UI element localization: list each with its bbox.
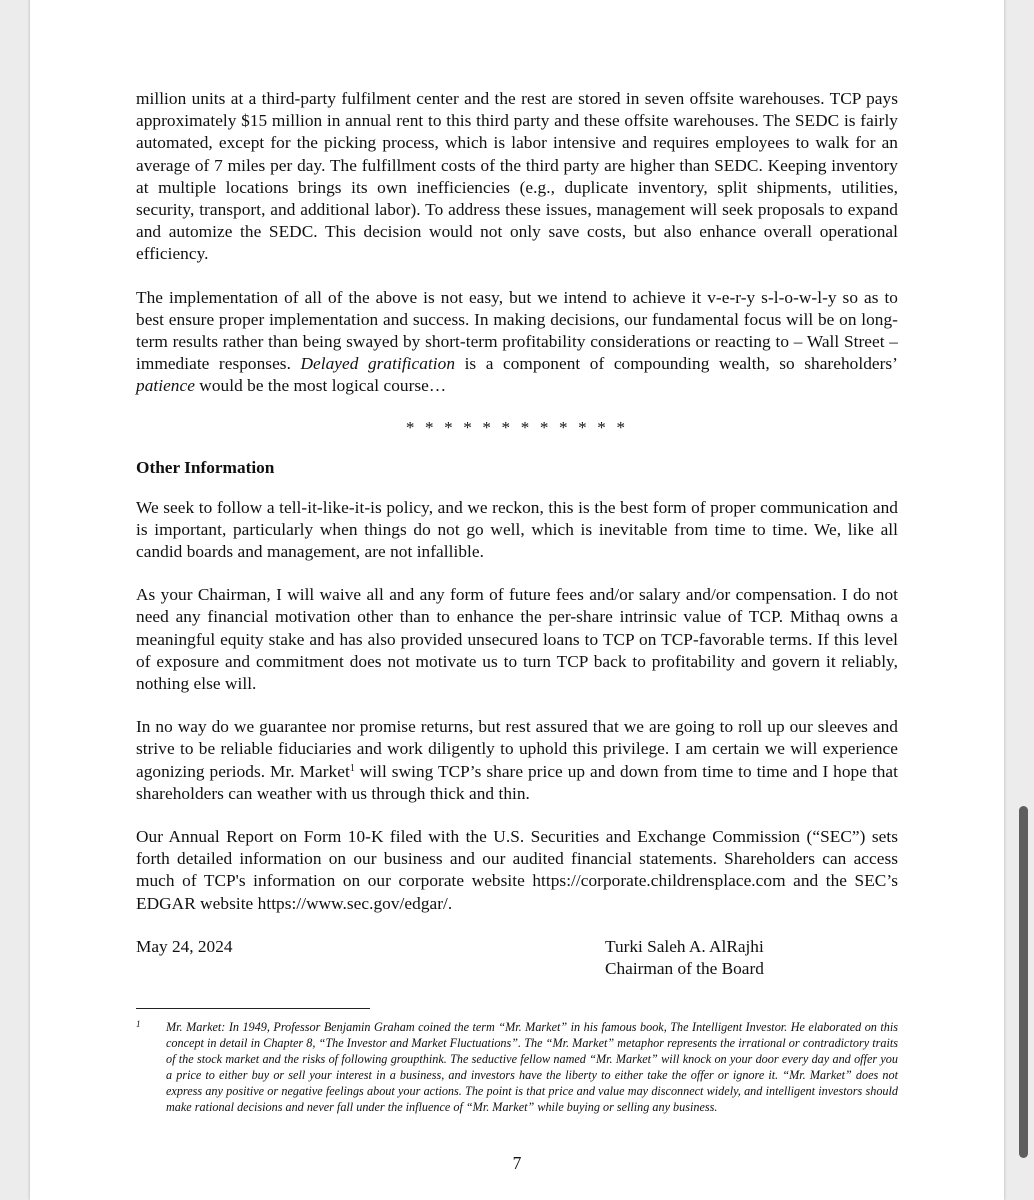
page-number: 7 bbox=[512, 1153, 522, 1173]
paragraph-implementation bbox=[136, 287, 898, 398]
footnote-divider bbox=[136, 1008, 370, 1009]
signature-name: Turki Saleh A. AlRajhi bbox=[605, 936, 764, 956]
scrollbar-thumb[interactable] bbox=[1019, 806, 1028, 1158]
paragraph-fulfilment: million units at a third-party fulfilment center and the rest are stored in seven offsite warehouses. TCP pays approximately $15 million in annual rent to this third party and these offsite warehouses. The SEDC is fairly automated, except for the picking process, which is labor intensive and requires employees to walk for an average of 7 miles per day. The fulfillment costs of the third party are higher than SEDC. Keeping inventory at multiple locations brings its own inefficiencies (e.g., duplicate inventory, split shipments, utilities, security, transport, and additional labor). To address these issues, management will seek proposals to expand and automize the SEDC. This decision would not only save costs, but also enhance overall operational efficiency. bbox=[136, 89, 898, 264]
implementation-text-2: is a component of compounding wealth, so shareholders’ bbox=[455, 354, 898, 374]
implementation-text-3: would be the most logical course… bbox=[194, 376, 447, 396]
footnote-reference[interactable]: 1 bbox=[349, 762, 355, 774]
letter-date: May 24, 2024 bbox=[136, 936, 233, 956]
implementation-emphasis-delayed-gratification: Delayed gratification bbox=[300, 354, 456, 374]
footnote bbox=[136, 1019, 898, 1116]
footnote-number: 1 bbox=[136, 1019, 141, 1029]
paragraph-annual-report: Our Annual Report on Form 10-K filed with the U.S. Securities and Exchange Commission (“SEC”) sets forth detailed information on our business and our audited financial statements. Shareholders can access much of TCP's information on our corporate website https://corporate.childrensplace.com and the SEC’s EDGAR website https://www.sec.gov/edgar/. bbox=[136, 827, 898, 913]
signature-block bbox=[136, 936, 898, 982]
signature bbox=[605, 936, 764, 981]
signature-title: Chairman of the Board bbox=[605, 959, 764, 979]
paragraph-policy: We seek to follow a tell-it-like-it-is policy, and we reckon, this is the best form of proper communication and is important, particularly when things do not go well, which is inevitable from time to time. We, like all candid boards and management, are not infallible. bbox=[136, 497, 898, 562]
paragraph-chairman: As your Chairman, I will waive all and any form of future fees and/or salary and/or compensation. I do not need any financial motivation other than to enhance the per-share intrinsic value of TCP. Mithaq owns a meaningful equity stake and has also provided unsecured loans to TCP on TCP-favorable terms. If this level of exposure and commitment does not motivate us to turn TCP back to profitability and govern it reliably, nothing else will. bbox=[136, 585, 898, 694]
section-separator: * * * * * * * * * * * * bbox=[405, 417, 629, 437]
page-content bbox=[136, 88, 898, 982]
implementation-emphasis-patience: patience bbox=[136, 376, 195, 396]
section-heading-other-information: Other Information bbox=[136, 457, 275, 477]
returns-text-2: will swing TCP’s share price up and down from time to time and I hope that shareholders can weather with us through thick and thin. bbox=[136, 761, 899, 803]
paragraph-returns bbox=[136, 716, 898, 805]
implementation-text-1: The implementation of all of the above is not easy, but we intend to achieve it v-e-r-y s-l-o-w-l-y so as to best ensure proper implementation and success. In making decisions, our fundamental focus will be on long-term results rather than being swayed by short-term profitability considerations or reacting to – Wall Street – immediate responses. bbox=[136, 287, 898, 374]
document-page bbox=[30, 0, 1004, 1200]
footnote-text: Mr. Market: In 1949, Professor Benjamin Graham coined the term “Mr. Market” in his famous book, The Intelligent Investor. He elaborated on this concept in detail in Chapter 8, “The Investor and Market Fluctuations”. The “Mr. Market” metaphor represents the irrational or contradictory traits of the stock market and the risks of following groupthink. The seductive fellow named “Mr. Market” will knock on your door every day and offer you a price to either buy or sell your interest in a business, and investors have the liberty to either take the offer or ignore it. “Mr. Market” does not express any positive or negative feelings about your actions. The point is that price and value may disconnect widely, and intelligent investors should make rational decisions and never fall under the influence of “Mr. Market” while buying or selling any business. bbox=[166, 1020, 898, 1115]
returns-text-1: In no way do we guarantee nor promise returns, but rest assured that we are going to roll up our sleeves and strive to be reliable fiduciaries and work diligently to uphold this privilege. I am certain we will experience agonizing periods. Mr. Market bbox=[136, 717, 898, 781]
